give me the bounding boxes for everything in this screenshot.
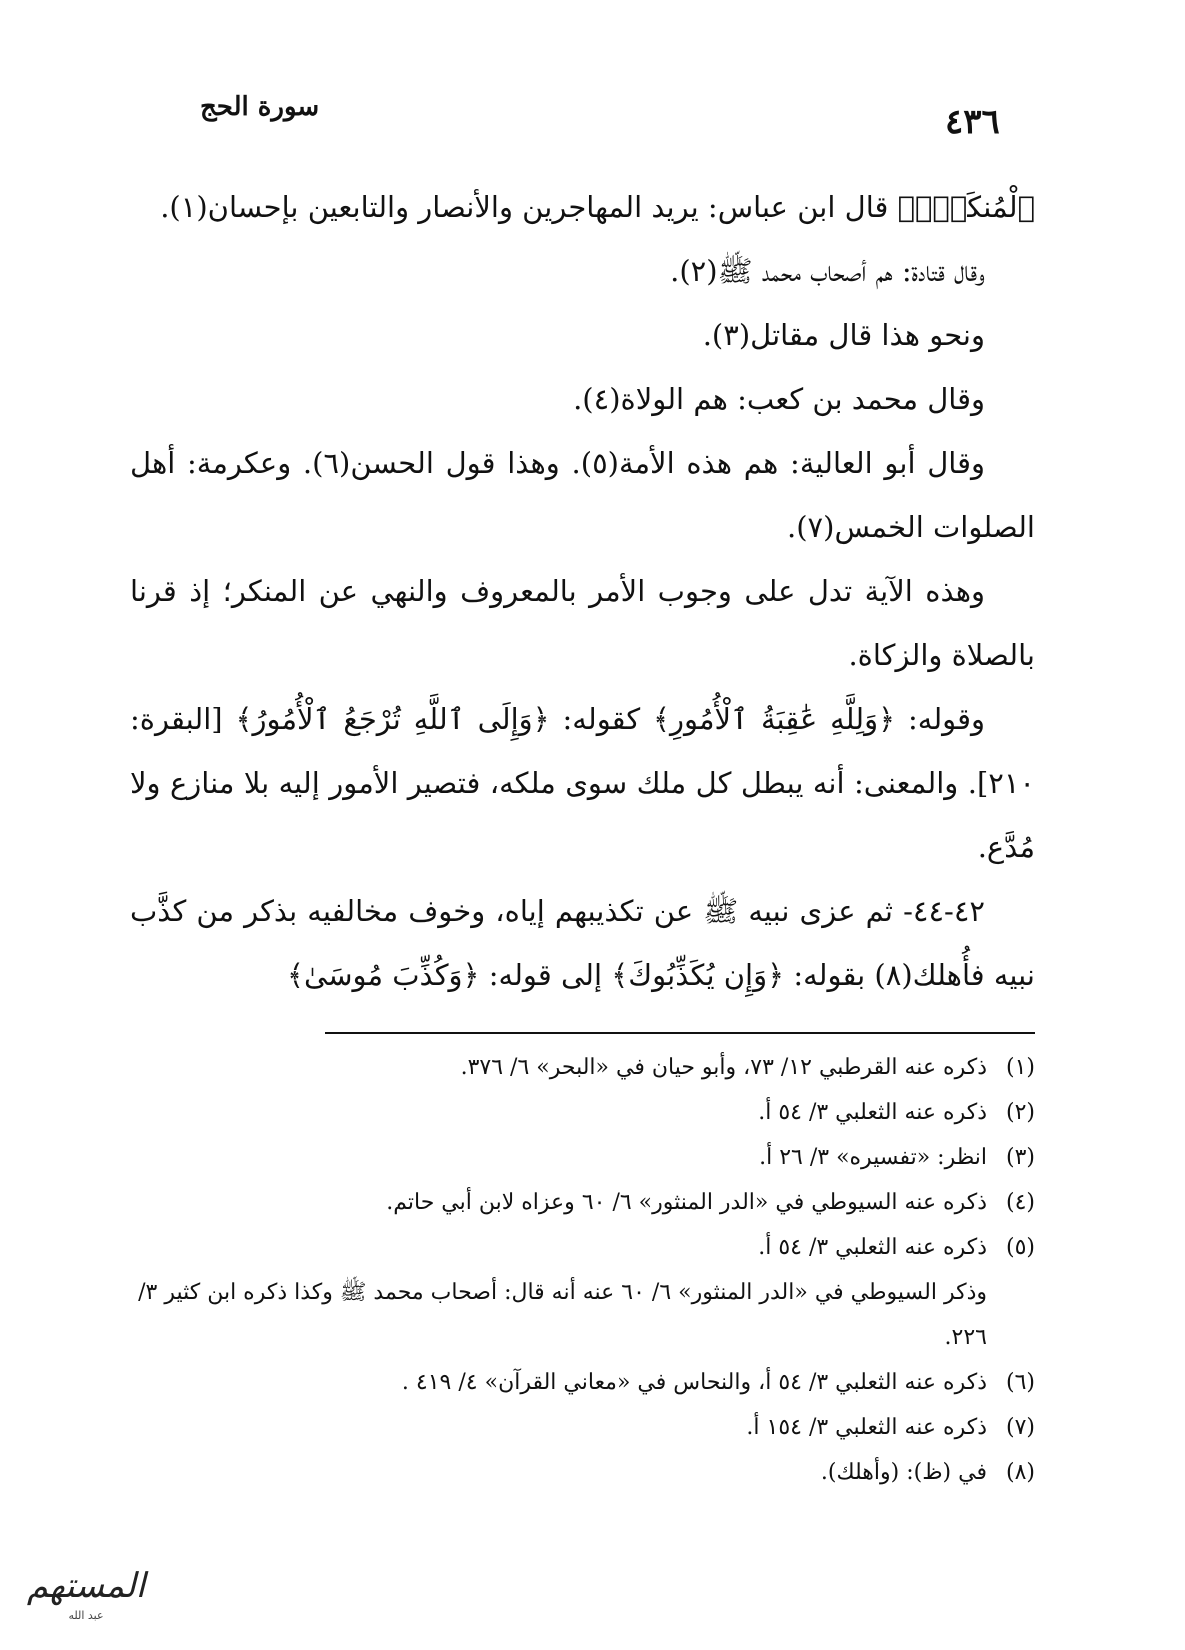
footnote-number: (٢) [1005,1100,1035,1125]
footnote [120,1090,1035,1135]
footnote-text: ذكره عنه الثعلبي ٣/ ١٥٤ أ. [746,1415,987,1440]
paragraph: وقال قتادة: هم أصحاب محمد ﷺ(٢). [670,254,985,288]
footnote [120,1225,1035,1270]
page-number: ٤٣٦ [945,102,1000,142]
paragraph: ٤٢-٤٤- ثم عزى نبيه ﷺ عن تكذيبهم إياه، وخوف مخالفيه بذكر من كذَّب نبيه فأُهلك(٨) بقوله: ﴿وَإِن يُكَذِّبُوكَ﴾ إلى قوله: ﴿وَكُذِّبَ مُوسَىٰ﴾ [130,894,1035,992]
footnote [120,1450,1035,1495]
footnotes [120,1045,1035,1495]
paragraph: ٱلْمُنكَرِۗ﴾ قال ابن عباس: يريد المهاجرين والأنصار والتابعين بإحسان(١). [160,190,1035,224]
footnote [120,1045,1035,1090]
footnote-number: (٧) [1005,1415,1035,1440]
footnote-number: (١) [1005,1055,1035,1080]
footnote-text: ذكره عنه الثعلبي ٣/ ٥٤ أ، والنحاس في «معاني القرآن» ٤/ ٤١٩ . [401,1370,987,1395]
footnote-separator [325,1032,1035,1034]
footnote-text: في (ظ): (وأهلك). [820,1460,987,1485]
paragraph: وهذه الآية تدل على وجوب الأمر بالمعروف والنهي عن المنكر؛ إذ قرنا بالصلاة والزكاة. [130,574,1035,672]
footnote [120,1180,1035,1225]
logo-subtext: عبد الله [68,1609,104,1622]
footnote-number: (٣) [1005,1145,1035,1170]
footnote [120,1135,1035,1180]
footnote-number: (٦) [1005,1370,1035,1395]
footnote-number: (٨) [1005,1460,1035,1485]
footnote-number: (٤) [1005,1190,1035,1215]
footnote-text: ذكره عنه الثعلبي ٣/ ٥٤ أ. [758,1100,987,1125]
paragraph: ونحو هذا قال مقاتل(٣). [702,318,985,352]
footnote-text: ذكره عنه السيوطي في «الدر المنثور» ٦/ ٦٠ وعزاه لابن أبي حاتم. [386,1190,987,1215]
footnote-text: ذكره عنه الثعلبي ٣/ ٥٤ أ. [758,1235,987,1260]
footnote-text: ذكره عنه القرطبي ١٢/ ٧٣، وأبو حيان في «البحر» ٦/ ٣٧٦. [460,1055,987,1080]
paragraph: وقال أبو العالية: هم هذه الأمة(٥). وهذا قول الحسن(٦). وعكرمة: أهل الصلوات الخمس(٧). [130,446,1035,544]
footnote-number: (٥) [1005,1235,1035,1260]
publisher-logo [6,1555,166,1635]
footnote [120,1405,1035,1450]
footnote [120,1360,1035,1405]
footnote-text: انظر: «تفسيره» ٣/ ٢٦ أ. [759,1145,987,1170]
logo-text: المستهم [26,1566,146,1606]
paragraph: وقوله: ﴿وَلِلَّهِ عَٰقِبَةُ ٱلْأُمُورِ﴾ كقوله: ﴿وَإِلَى ٱللَّهِ تُرْجَعُ ٱلْأُمُورُ﴾ [البقرة: ٢١٠]. والمعنى: أنه يبطل كل ملك سوى ملكه، فتصير الأمور إليه بلا منازع ولا مُدَّع. [130,702,1035,864]
page-header-title: سورة الحج [200,92,320,122]
main-body-text [130,175,1035,1007]
footnote-continuation: وذكر السيوطي في «الدر المنثور» ٦/ ٦٠ عنه أنه قال: أصحاب محمد ﷺ وكذا ذكره ابن كثير ٣/ ٢٢٦. [138,1280,987,1350]
paragraph: وقال محمد بن كعب: هم الولاة(٤). [573,382,985,416]
